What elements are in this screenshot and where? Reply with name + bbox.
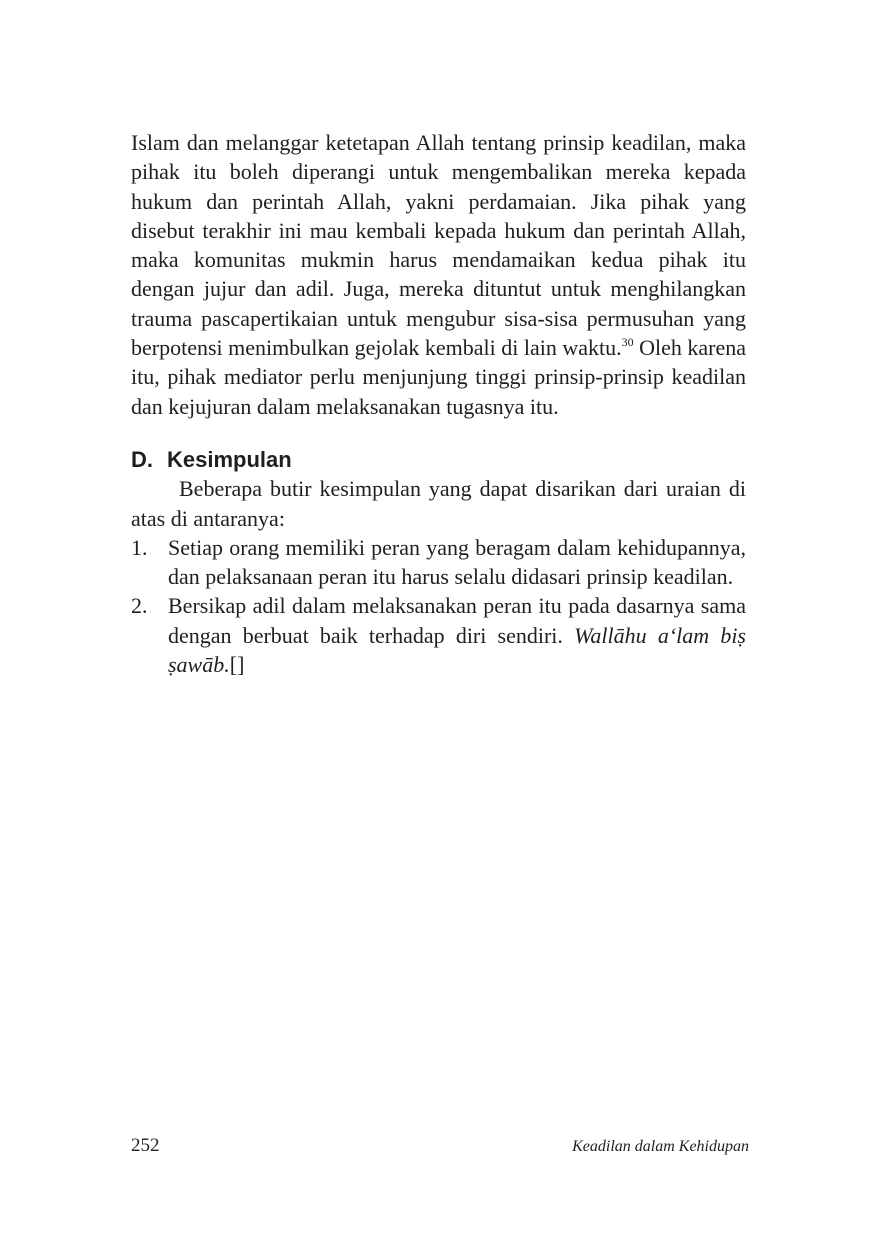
page-content	[131, 128, 746, 679]
paragraph-text: Islam dan melanggar ketetapan Allah tentang prinsip keadilan, maka pihak itu boleh diperangi untuk mengembalikan mereka kepada hukum dan perintah Allah, yakni perdamaian. Jika pihak yang disebut terakhir ini mau kembali kepada hukum dan perintah Allah, maka komunitas mukmin harus mendamaikan kedua pihak itu dengan jujur dan adil. Juga, mereka dituntut untuk menghilangkan trauma pascapertikaian untuk mengubur sisa-sisa permusuhan yang berpotensi menimbulkan gejolak kembali di lain waktu.	[131, 130, 746, 361]
end-mark: []	[229, 652, 245, 678]
paragraph-text-continued: Oleh karena itu, pihak mediator perlu menjunjung tinggi prinsip-prinsip keadilan dan kejujuran dalam melaksanakan tugasnya itu.	[131, 335, 746, 419]
list-item	[131, 533, 746, 592]
list-item-text-wrapper	[168, 591, 746, 679]
page-number: 252	[131, 1135, 160, 1156]
list-item-text: Bersikap adil dalam melaksanakan peran itu pada dasarnya sama dengan berbuat baik terhadap diri sendiri.	[168, 593, 746, 648]
list-item-number: 1.	[131, 534, 148, 560]
list-item-text: Setiap orang memiliki peran yang beragam dalam kehidupannya, dan pelaksanaan peran itu harus selalu didasari prinsip keadilan.	[168, 534, 746, 590]
conclusion-list	[131, 533, 746, 679]
running-title: Keadilan dalam Kehidupan	[572, 1138, 749, 1155]
body-paragraph	[131, 128, 746, 421]
list-item	[131, 591, 746, 679]
section-letter: D.	[131, 446, 153, 472]
closing-phrase: Wallāhu a‘lam biṣ ṣawāb.	[168, 622, 746, 678]
section-intro: Beberapa butir kesimpulan yang dapat disarikan dari uraian di atas di antaranya:	[131, 476, 746, 531]
section-heading	[131, 445, 746, 474]
footnote-reference[interactable]: 30	[621, 335, 634, 350]
page-footer	[131, 1135, 749, 1157]
list-item-number: 2.	[131, 593, 148, 619]
section-title: Kesimpulan	[167, 446, 292, 472]
